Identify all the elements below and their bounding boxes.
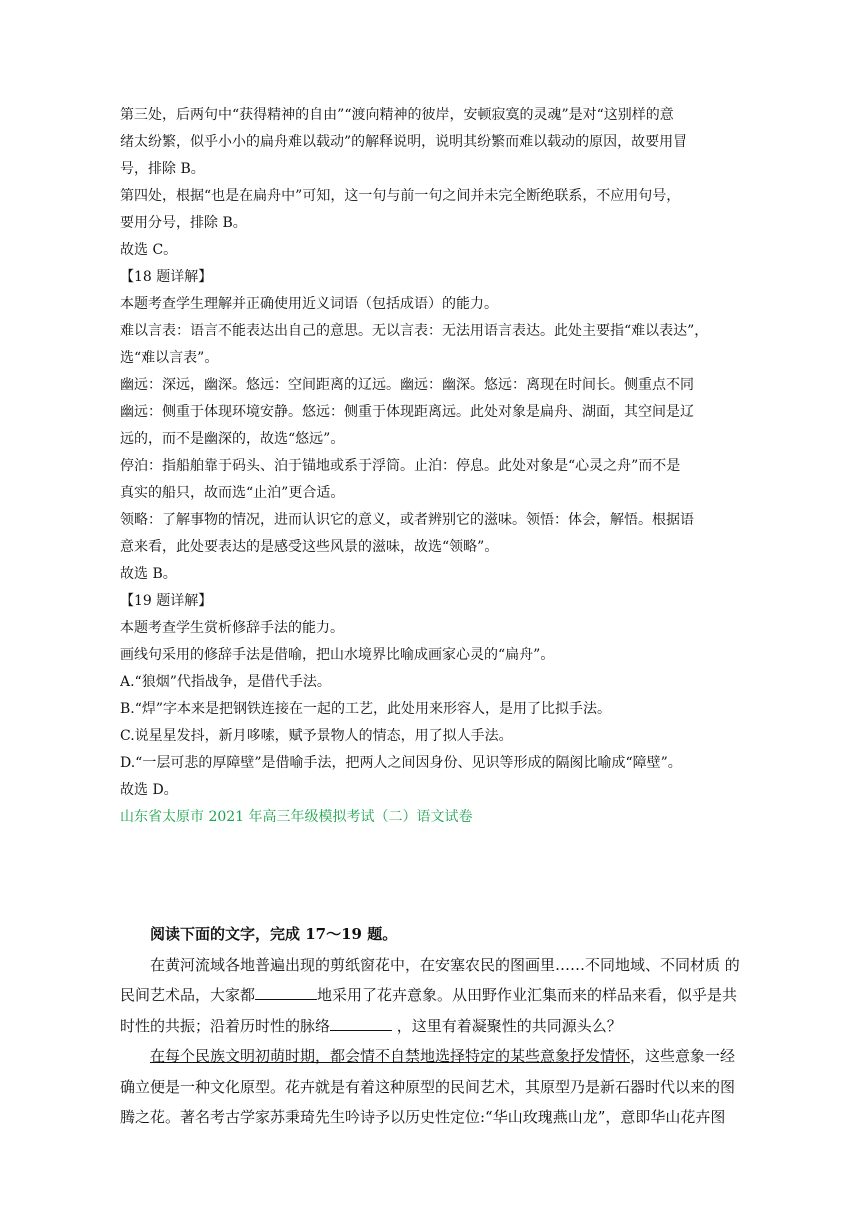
answer-explanation bbox=[120, 102, 750, 831]
text-line: 真实的船只，故而选“止泊”更合适。 bbox=[120, 485, 345, 501]
option-a: A.“狼烟”代指战争，是借代手法。 bbox=[120, 674, 331, 690]
option-c: C.说星星发抖，新月哆嗦，赋予景物人的情态，用了拟人手法。 bbox=[120, 728, 513, 744]
text-line: 意来看，此处要表达的是感受这些风景的滋味，故选“领略”。 bbox=[120, 539, 499, 555]
paragraph-2-line: 腾之花。著名考古学家苏秉琦先生吟诗予以历史性定位:“华山玫瑰燕山龙”，意即华山花卉图 bbox=[120, 1108, 726, 1126]
text-line: 绪太纷繁，似乎小小的扁舟难以载动”的解释说明，说明其纷繁而难以载动的原因，故要用冒 bbox=[120, 134, 688, 150]
text-line: 故选 B。 bbox=[120, 566, 177, 582]
text-line: 第四处，根据“也是在扁舟中”可知，这一句与前一句之间并未完全断绝联系，不应用句号， bbox=[120, 188, 681, 204]
fill-blank-2 bbox=[330, 1016, 392, 1031]
text-line: 幽远：侧重于体现环境安静。悠远：侧重于体现距离远。此处对象是扁舟、湖面，其空间是辽 bbox=[120, 404, 694, 420]
section-title: 山东省太原市 2021 年高三年级模拟考试（二）语文试卷 bbox=[120, 809, 473, 825]
text-segment: 时性的共振；沿着历时性的脉络 bbox=[120, 1016, 331, 1035]
text-line: 本题考查学生理解并正确使用近义词语（包括成语）的能力。 bbox=[120, 296, 498, 312]
reading-instruction: 阅读下面的文字，完成 17～19 题。 bbox=[150, 925, 398, 943]
text-line: 选“难以言表”。 bbox=[120, 350, 219, 366]
text-line: 故选 D。 bbox=[120, 782, 178, 798]
option-b: B.“焊”字本来是把钢铁连接在一起的工艺，此处用来形容人，是用了比拟手法。 bbox=[120, 701, 612, 717]
text-line: 第三处，后两句中“获得精神的自由”“渡向精神的彼岸，安顿寂寞的灵魂”是对“这别样的意 bbox=[120, 107, 674, 123]
paragraph-1-line bbox=[120, 1011, 750, 1042]
text-segment: ，这里有着凝聚性的共同源头么？ bbox=[392, 1016, 622, 1035]
text-line: 难以言表：语言不能表达出自己的意思。无以言表：无法用语言表达。此处主要指“难以表达”， bbox=[120, 323, 709, 339]
question-19-heading: 【19 题详解】 bbox=[120, 593, 213, 609]
text-segment: ，这些意象一经 bbox=[630, 1047, 736, 1065]
text-line: 远的，而不是幽深的，故选“悠远”。 bbox=[120, 431, 345, 447]
text-line: 停泊：指船舶靠于码头、泊于锚地或系于浮筒。止泊：停息。此处对象是“心灵之舟”而不是 bbox=[120, 458, 681, 474]
text-segment: 民间艺术品，大家都 bbox=[120, 986, 256, 1004]
text-line: 领略：了解事物的情况，进而认识它的意义，或者辨别它的滋味。领悟：体会，解悟。根据语 bbox=[120, 512, 694, 528]
text-line: 幽远：深远，幽深。悠远：空间距离的辽远。幽远：幽深。悠远：离现在时间长。侧重点不同 bbox=[120, 377, 694, 393]
text-line: 要用分号，排除 B。 bbox=[120, 215, 247, 231]
paragraph-2-line bbox=[120, 1041, 750, 1072]
text-line: 故选 C。 bbox=[120, 242, 178, 258]
text-line: 本题考查学生赏析修辞手法的能力。 bbox=[120, 620, 344, 636]
reading-passage bbox=[120, 919, 750, 1133]
paragraph-1-line: 在黄河流域各地普遍出现的剪纸窗花中，在安塞农民的图画里……不同地域、不同材质 的 bbox=[150, 955, 740, 974]
text-line: 号，排除 B。 bbox=[120, 161, 205, 177]
text-line: 画线句采用的修辞手法是借喻，把山水境界比喻成画家心灵的“扁舟”。 bbox=[120, 647, 555, 663]
paragraph-2-line: 确立便是一种文化原型。花卉就是有着这种原型的民间艺术，其原型乃是新石器时代以来的图 bbox=[120, 1077, 736, 1096]
paragraph-1-line bbox=[120, 980, 750, 1011]
underlined-sentence: 在每个民族文明初萌时期，都会情不自禁地选择特定的某些意象抒发情怀 bbox=[150, 1047, 631, 1065]
question-18-heading: 【18 题详解】 bbox=[120, 269, 213, 285]
option-d: D.“一层可悲的厚障壁”是借喻手法，把两人之间因身份、见识等形成的隔阂比喻成“障壁”。 bbox=[120, 755, 682, 771]
text-segment: 地采用了花卉意象。从田野作业汇集而来的样品来看，似乎是共 bbox=[317, 986, 738, 1004]
fill-blank-1 bbox=[255, 985, 317, 1000]
